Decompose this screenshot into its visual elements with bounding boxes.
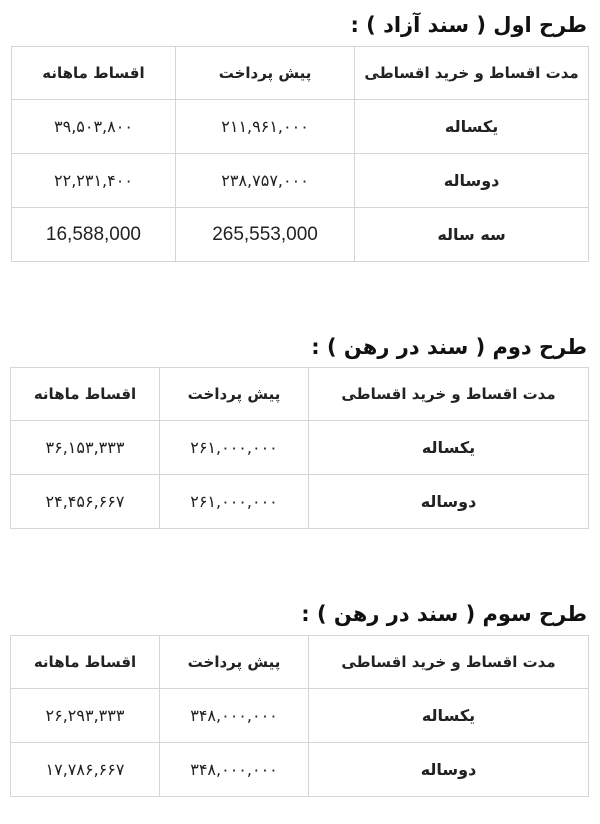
- table-row: [11, 689, 589, 743]
- term-cell: سه ساله: [355, 208, 589, 262]
- header-down-payment: پیش پرداخت: [160, 368, 309, 421]
- header-monthly: اقساط ماهانه: [11, 368, 160, 421]
- term-cell: دوساله: [355, 154, 589, 208]
- monthly-cell: ۲۲,۲۳۱,۴۰۰: [12, 154, 176, 208]
- table-header-row: [11, 636, 589, 689]
- term-cell: یکساله: [309, 421, 589, 475]
- header-monthly: اقساط ماهانه: [11, 636, 160, 689]
- table-row: [11, 475, 589, 529]
- monthly-cell: 16,588,000: [12, 208, 176, 262]
- plan-2-table: [10, 367, 589, 529]
- plan-1-section: [11, 8, 589, 262]
- header-term: مدت اقساط و خرید اقساطی: [309, 368, 589, 421]
- plan-3-table: [10, 635, 589, 797]
- term-cell: دوساله: [309, 743, 589, 797]
- table-row: [11, 743, 589, 797]
- table-row: [12, 208, 589, 262]
- header-down-payment: پیش پرداخت: [160, 636, 309, 689]
- term-cell: یکساله: [309, 689, 589, 743]
- monthly-cell: ۲۴,۴۵۶,۶۶۷: [11, 475, 160, 529]
- table-row: [12, 100, 589, 154]
- table-row: [12, 154, 589, 208]
- monthly-cell: ۳۹,۵۰۳,۸۰۰: [12, 100, 176, 154]
- plan-1-title: طرح اول ( سند آزاد ) :: [350, 13, 587, 37]
- header-monthly: اقساط ماهانه: [12, 47, 176, 100]
- plan-1-table: [11, 46, 589, 262]
- header-term: مدت اقساط و خرید اقساطی: [309, 636, 589, 689]
- down-payment-cell: ۳۴۸,۰۰۰,۰۰۰: [160, 689, 309, 743]
- plan-3-title: طرح سوم ( سند در رهن ) :: [301, 602, 587, 626]
- down-payment-cell: ۲۶۱,۰۰۰,۰۰۰: [160, 475, 309, 529]
- header-term: مدت اقساط و خرید اقساطی: [355, 47, 589, 100]
- header-down-payment: پیش پرداخت: [175, 47, 354, 100]
- table-row: [11, 421, 589, 475]
- plan-2-title: طرح دوم ( سند در رهن ) :: [311, 335, 587, 359]
- table-header-row: [12, 47, 589, 100]
- plan-3-section: [11, 597, 589, 797]
- down-payment-cell: ۲۶۱,۰۰۰,۰۰۰: [160, 421, 309, 475]
- down-payment-cell: ۲۱۱,۹۶۱,۰۰۰: [175, 100, 354, 154]
- monthly-cell: ۳۶,۱۵۳,۳۳۳: [11, 421, 160, 475]
- down-payment-cell: ۲۳۸,۷۵۷,۰۰۰: [175, 154, 354, 208]
- down-payment-cell: 265,553,000: [175, 208, 354, 262]
- term-cell: دوساله: [309, 475, 589, 529]
- down-payment-cell: ۳۴۸,۰۰۰,۰۰۰: [160, 743, 309, 797]
- term-cell: یکساله: [355, 100, 589, 154]
- monthly-cell: ۱۷,۷۸۶,۶۶۷: [11, 743, 160, 797]
- plan-2-section: [11, 330, 589, 529]
- monthly-cell: ۲۶,۲۹۳,۳۳۳: [11, 689, 160, 743]
- table-header-row: [11, 368, 589, 421]
